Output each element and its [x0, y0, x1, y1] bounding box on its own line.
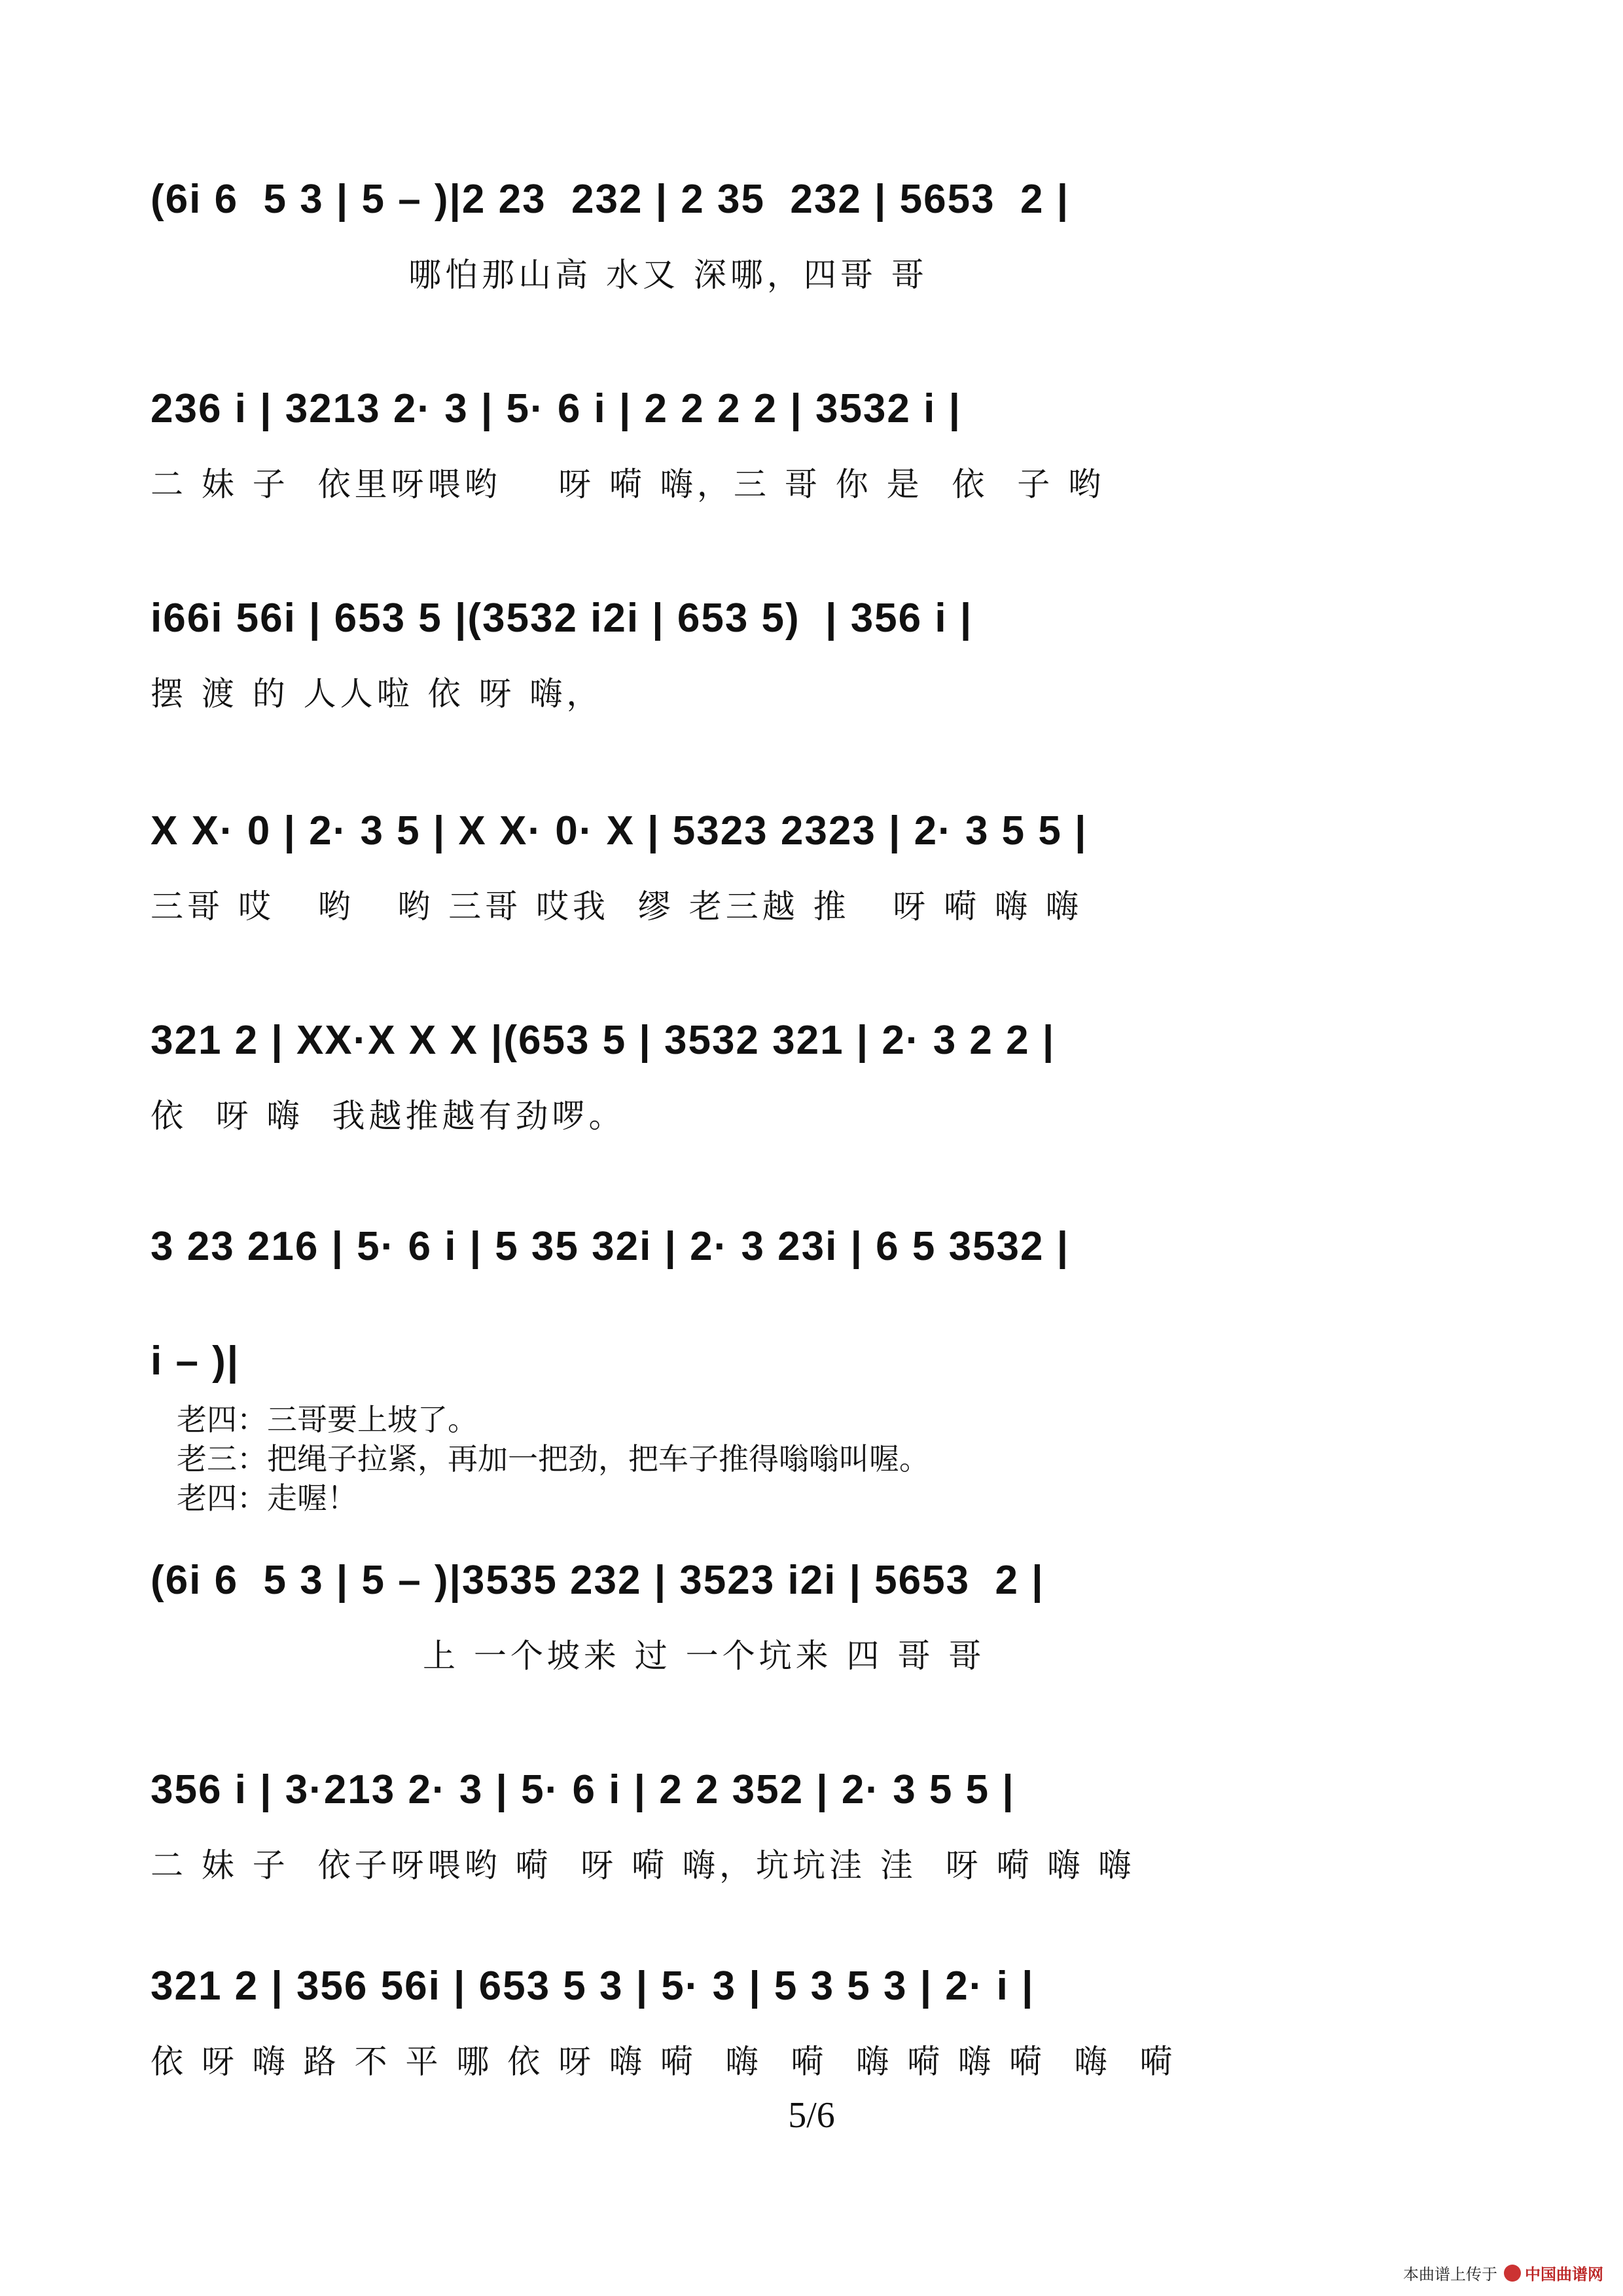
site-logo[interactable]	[1504, 2261, 1603, 2284]
footer-upload-text: 本曲谱上传于	[1403, 2265, 1497, 2284]
notation-line: 236 i | 3213 2· 3 | 5· 6 i | 2 2 2 2 | 3532 i |	[151, 386, 961, 431]
notation-line: X X· 0 | 2· 3 5 | X X· 0· X | 5323 2323 | 2· 3 5 5 |	[151, 808, 1088, 853]
site-name: 中国曲谱网	[1525, 2265, 1603, 2284]
lyrics-line: 二 妹 子 依子呀喂哟 嗬 呀 嗬 嗨，坑坑洼 洼 呀 嗬 嗨 嗨	[151, 1846, 1135, 1884]
lyrics-line: 依 呀 嗨 路 不 平 哪 依 呀 嗨 嗬 嗨 嗬 嗨 嗬 嗨 嗬 嗨 嗬	[151, 2043, 1177, 2081]
lyrics-line: 摆 渡 的 人人啦 依 呀 嗨，	[151, 675, 603, 713]
dialogue-line: 老三：把绳子拉紧，再加一把劲，把车子推得嗡嗡叫喔。	[177, 1441, 929, 1477]
notation-line: 356 i | 3·213 2· 3 | 5· 6 i | 2 2 352 | 2· 3 5 5 |	[151, 1767, 1015, 1812]
notation-system-8	[151, 1545, 1479, 1675]
notation-system-3	[151, 583, 1479, 713]
notation-system-1	[151, 164, 1479, 294]
page-number: 5/6	[788, 2095, 835, 2136]
notation-line: (6i 6 5 3 | 5 – )|3535 232 | 3523 i2i | 5653 2 |	[151, 1558, 1044, 1603]
lyrics-line: 二 妹 子 依里呀喂哟 呀 嗬 嗨，三 哥 你 是 依 子 哟	[151, 465, 1105, 503]
notation-line: (6i 6 5 3 | 5 – )|2 23 232 | 2 35 232 | 5653 2 |	[151, 177, 1070, 222]
lyrics-line: 上 一个坡来 过 一个坑来 四 哥 哥	[151, 1637, 986, 1675]
notation-line: 3 23 216 | 5· 6 i | 5 35 32i | 2· 3 23i | 6 5 3532 |	[151, 1224, 1070, 1269]
footer	[1403, 2261, 1603, 2284]
notation-system-9	[151, 1754, 1479, 1884]
notation-system-6	[151, 1211, 1479, 1283]
lyrics-line: 三哥 哎 哟 哟 三哥 哎我 缪 老三越 推 呀 嗬 嗨 嗨	[151, 888, 1082, 925]
notation-system-2	[151, 373, 1479, 503]
notation-line: 321 2 | 356 56i | 653 5 3 | 5· 3 | 5 3 5 3 | 2· i |	[151, 1964, 1035, 2009]
lyrics-line: 依 呀 嗨 我越推越有劲啰。	[151, 1097, 626, 1135]
dialogue-line: 老四：三哥要上坡了。	[177, 1402, 478, 1437]
notation-system-10	[151, 1950, 1479, 2081]
notation-system-7	[151, 1325, 1479, 1397]
notation-line: 321 2 | XX·X X X |(653 5 | 3532 321 | 2· 3 2 2 |	[151, 1018, 1056, 1063]
notation-system-4	[151, 795, 1479, 925]
notation-line: i66i 56i | 653 5 |(3532 i2i | 653 5) | 356 i |	[151, 596, 973, 641]
dialogue-line: 老四：走喔！	[177, 1480, 357, 1516]
lyrics-line: 哪怕那山高 水又 深哪，四哥 哥	[151, 256, 928, 294]
notation-system-5	[151, 1005, 1479, 1135]
notation-line: i – )|	[151, 1338, 240, 1384]
logo-icon	[1504, 2265, 1521, 2282]
